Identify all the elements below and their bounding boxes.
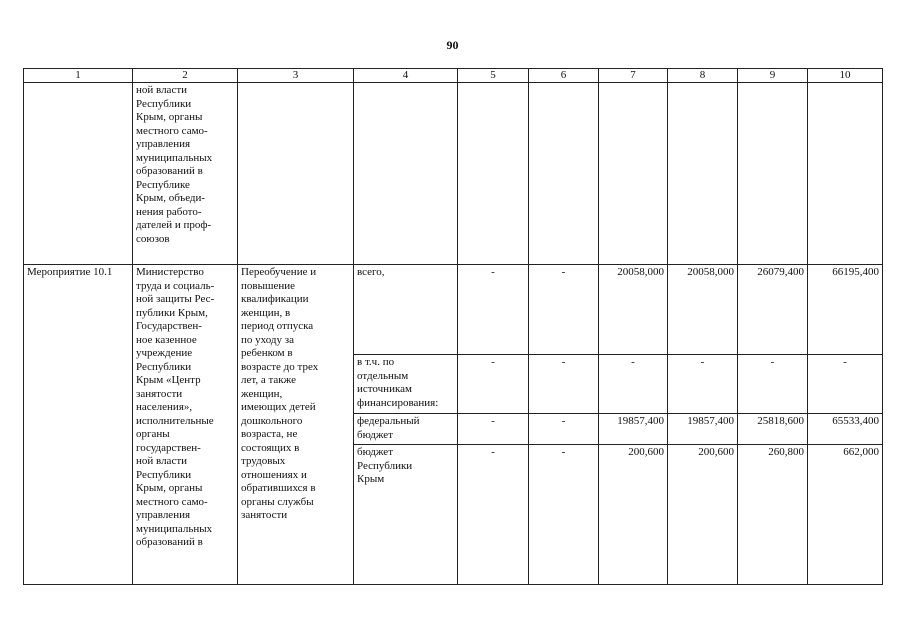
source-regional: бюджет Республики Крым <box>354 445 458 585</box>
cell-federal-5: - <box>458 414 529 445</box>
cell-breakdown-8: - <box>668 355 738 414</box>
cont-cell-10 <box>808 83 883 265</box>
continuation-row <box>24 83 883 265</box>
cell-regional-10: 662,000 <box>808 445 883 585</box>
cont-cell-7 <box>599 83 668 265</box>
cont-cell-1 <box>24 83 133 265</box>
page-number: 90 <box>446 38 459 52</box>
cell-breakdown-10: - <box>808 355 883 414</box>
cell-total-5: - <box>458 265 529 355</box>
cell-total-6: - <box>529 265 599 355</box>
cont-cell-5 <box>458 83 529 265</box>
cell-regional-9: 260,800 <box>738 445 808 585</box>
event-name: Мероприятие 10.1 <box>24 265 133 585</box>
event-description: Переобучение и повышение квалификации женщин, в период отпуска по уходу за ребенком в возрасте до трех лет, а также женщин, имеющих детей дошкольного возраста, не состоящих в трудовых отношениях и обратившихся в органы службы занятости <box>238 265 354 585</box>
cell-regional-6: - <box>529 445 599 585</box>
cell-breakdown-5: - <box>458 355 529 414</box>
cell-federal-9: 25818,600 <box>738 414 808 445</box>
cont-cell-8 <box>668 83 738 265</box>
col-header-6: 6 <box>529 69 599 83</box>
cell-federal-8: 19857,400 <box>668 414 738 445</box>
cont-cell-9 <box>738 83 808 265</box>
col-header-9: 9 <box>738 69 808 83</box>
cell-total-7: 20058,000 <box>599 265 668 355</box>
col-header-5: 5 <box>458 69 529 83</box>
col-header-2: 2 <box>133 69 238 83</box>
col-header-4: 4 <box>354 69 458 83</box>
cont-cell-3 <box>238 83 354 265</box>
cont-executor-text: ной власти Республики Крым, органы местного само- управления муниципальных образований в Республике Крым, объеди- нения работо- дателей и проф- союзов <box>133 83 238 265</box>
cont-cell-6 <box>529 83 599 265</box>
event-executor: Министерство труда и социаль- ной защиты Рес- публики Крым, Государствен- ное казенное учреждение Республики Крым «Центр занятости населения», исполнительные органы государствен- ной власти Республики Крым, органы местного само- управления муниципальных образований в <box>133 265 238 585</box>
cell-total-9: 26079,400 <box>738 265 808 355</box>
cell-total-10: 66195,400 <box>808 265 883 355</box>
col-header-8: 8 <box>668 69 738 83</box>
cell-breakdown-6: - <box>529 355 599 414</box>
source-total: всего, <box>354 265 458 355</box>
col-header-7: 7 <box>599 69 668 83</box>
cell-federal-10: 65533,400 <box>808 414 883 445</box>
cell-federal-6: - <box>529 414 599 445</box>
cell-regional-7: 200,600 <box>599 445 668 585</box>
cell-breakdown-9: - <box>738 355 808 414</box>
cell-total-8: 20058,000 <box>668 265 738 355</box>
col-header-10: 10 <box>808 69 883 83</box>
cell-federal-7: 19857,400 <box>599 414 668 445</box>
col-header-3: 3 <box>238 69 354 83</box>
cell-regional-5: - <box>458 445 529 585</box>
source-breakdown: в т.ч. по отдельным источникам финансирования: <box>354 355 458 414</box>
cell-regional-8: 200,600 <box>668 445 738 585</box>
cont-cell-4 <box>354 83 458 265</box>
event-row-total <box>24 265 883 355</box>
col-header-1: 1 <box>24 69 133 83</box>
header-row <box>24 69 883 83</box>
source-federal: федеральный бюджет <box>354 414 458 445</box>
financing-table <box>23 68 883 585</box>
cell-breakdown-7: - <box>599 355 668 414</box>
